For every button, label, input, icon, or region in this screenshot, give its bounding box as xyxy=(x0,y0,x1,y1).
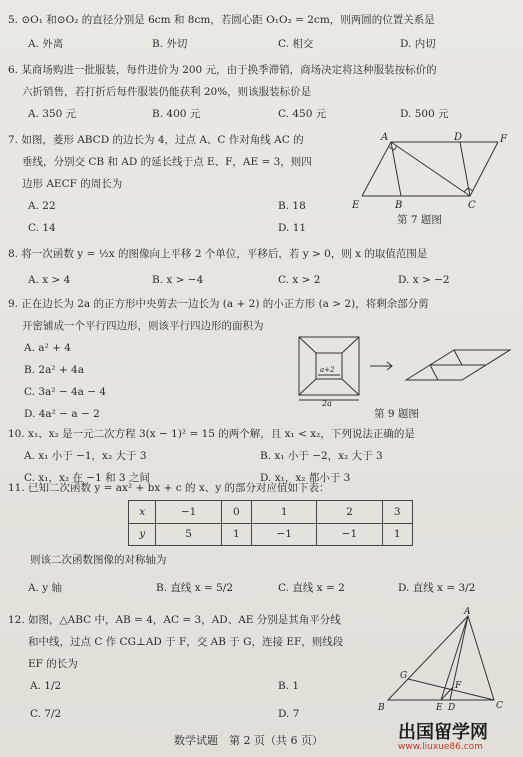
q5-option-a: A. 外离 xyxy=(28,38,64,50)
page-footer: 数学试题 第 2 页（共 6 页） xyxy=(174,734,323,747)
q7-option-c: C. 14 xyxy=(28,222,56,234)
q11-ask: 则该二次函数图像的对称轴为 xyxy=(30,554,167,566)
table-cell: 3 xyxy=(382,501,412,524)
q12-option-c: C. 7/2 xyxy=(30,708,62,720)
table-cell: 1 xyxy=(382,523,412,546)
table-cell: 2 xyxy=(317,501,382,524)
q8-option-d: D. x > −2 xyxy=(398,274,450,286)
cut-line xyxy=(299,337,316,353)
watermark-url: www.liuxue86.com xyxy=(398,742,483,752)
q8-option-a: A. x > 4 xyxy=(28,274,71,286)
q12-option-d: D. 7 xyxy=(278,708,300,720)
q6-option-b: B. 400 元 xyxy=(152,108,201,120)
cut-line xyxy=(299,379,316,395)
table-cell: 1 xyxy=(252,501,317,524)
watermark-site-name: 出国留学网 xyxy=(398,722,488,743)
table-row-y xyxy=(129,523,413,546)
cut-line xyxy=(342,379,359,395)
q9-option-d: D. 4a² − a − 2 xyxy=(24,408,100,420)
q7-option-b: B. 18 xyxy=(278,200,306,212)
q6-line2: 六折销售，若打折后每件服装仍能获利 20%，则该服装标价是 xyxy=(22,86,312,98)
table-cell: −1 xyxy=(156,501,221,524)
q6-option-c: C. 450 元 xyxy=(278,108,327,120)
right-angle-mark-a xyxy=(389,146,397,150)
q12-line3: EF 的长为 xyxy=(28,658,78,670)
label-c: C xyxy=(496,701,503,711)
q10-option-b: B. x₁ 小于 −2，x₂ 大于 3 xyxy=(260,450,383,462)
q12-option-b: B. 1 xyxy=(278,680,300,692)
q6-option-d: D. 500 元 xyxy=(400,108,449,120)
q6-option-a: A. 350 元 xyxy=(28,108,77,120)
label-f: F xyxy=(500,134,507,145)
q11-stem: 11. 已知二次函数 y = ax² + bx + c 的 x、y 的部分对应值如下表： xyxy=(8,482,330,494)
inner-side-label: a+2 xyxy=(320,366,335,374)
q9-option-b: B. 2a² + 4a xyxy=(24,364,84,376)
q11-value-table xyxy=(128,500,413,546)
q7-caption: 第 7 题图 xyxy=(397,214,442,226)
q9-caption: 第 9 题图 xyxy=(374,408,419,420)
q8-stem: 8. 将一次函数 y = ½x 的图像向上平移 2 个单位，平移后，若 y > 0，则 x 的取值范围是 xyxy=(8,248,428,260)
q10-option-a: A. x₁ 小于 −1，x₂ 大于 3 xyxy=(24,450,147,462)
segment-ae xyxy=(362,142,391,196)
table-cell: −1 xyxy=(252,523,317,546)
q8-option-c: C. x > 2 xyxy=(278,274,321,286)
label-c: C xyxy=(468,200,476,211)
q9-option-c: C. 3a² − 4a − 4 xyxy=(24,386,107,398)
label-b: B xyxy=(378,703,385,712)
piece-line xyxy=(430,365,438,380)
label-f: F xyxy=(455,681,462,691)
table-cell: x xyxy=(129,501,156,524)
q12-line1: 12. 如图，△ABC 中，AB = 4，AC = 3，AD、AE 分别是其角平分线 xyxy=(8,614,341,626)
q7-option-a: A. 22 xyxy=(28,200,56,212)
q7-line3: 边形 AECF 的周长为 xyxy=(22,178,123,190)
table-cell: −1 xyxy=(317,523,382,546)
q10-option-d: D. x₁，x₂ 都小于 3 xyxy=(260,472,351,484)
q11-option-a: A. y 轴 xyxy=(28,582,63,594)
segment-fc xyxy=(470,142,498,196)
q5-option-d: D. 内切 xyxy=(400,38,436,50)
q5-stem: 5. ⊙O₁ 和⊙O₂ 的直径分别是 6cm 和 8cm，若圆心距 O₁O₂ = 2cm，则两圆的位置关系是 xyxy=(8,14,435,26)
q8-option-b: B. x > −4 xyxy=(152,274,204,286)
q7-option-d: D. 11 xyxy=(278,222,307,234)
q12-triangle-figure xyxy=(376,606,506,712)
label-b: B xyxy=(395,200,403,211)
q6-line1: 6. 某商场购进一批服装，每件进价为 200 元，由于换季滞销，商场决定将这种服装按标价的 xyxy=(8,64,437,76)
piece-line xyxy=(454,350,462,365)
q9-line1: 9. 正在边长为 2a 的正方形中央剪去一边长为 (a + 2) 的小正方形 (a > 2)，将剩余部分剪 xyxy=(8,298,429,310)
q10-stem: 10. x₁、x₂ 是一元二次方程 3(x − 1)² = 15 的两个解，且 x₁ < x₂，下列说法正确的是 xyxy=(8,428,415,440)
diagonal-ac xyxy=(391,142,470,196)
q9-option-a: A. a² + 4 xyxy=(24,342,71,354)
q11-option-c: C. 直线 x = 2 xyxy=(278,582,345,594)
table-cell: 0 xyxy=(221,501,251,524)
table-row-x xyxy=(129,501,413,524)
q7-line1: 7. 如图，菱形 ABCD 的边长为 4，过点 A、C 作对角线 AC 的 xyxy=(8,134,304,146)
q11-option-d: D. 直线 x = 3/2 xyxy=(398,582,476,594)
q11-option-b: B. 直线 x = 5/2 xyxy=(156,582,234,594)
label-d: D xyxy=(454,132,463,143)
q5-option-c: C. 相交 xyxy=(278,38,314,50)
outer-side-label: 2a xyxy=(322,399,332,406)
label-e: E xyxy=(436,703,443,712)
q10-option-c: C. x₁，x₂ 在 −1 和 3 之间 xyxy=(24,472,150,484)
q7-line2: 垂线，分别交 CB 和 AD 的延长线于点 E、F，AE = 3，则四 xyxy=(22,156,312,168)
label-d: D xyxy=(448,703,456,712)
q5-option-b: B. 外切 xyxy=(152,38,188,50)
table-cell: y xyxy=(129,523,156,546)
q12-option-a: A. 1/2 xyxy=(30,680,62,692)
q7-rhombus-figure xyxy=(348,130,518,212)
label-a: A xyxy=(381,132,389,143)
table-cell: 1 xyxy=(221,523,251,546)
label-e: E xyxy=(352,200,360,211)
table-cell: 5 xyxy=(156,523,221,546)
q12-line2: 和中线，过点 C 作 CG⊥AD 于 F，交 AB 于 G，连接 EF，则线段 xyxy=(28,636,344,648)
label-g: G xyxy=(400,671,408,681)
q9-square-figure xyxy=(296,334,516,406)
label-a: A xyxy=(464,607,471,617)
q9-line2: 开密铺成一个平行四边形，则该平行四边形的面积为 xyxy=(22,320,264,332)
cut-line xyxy=(342,337,359,353)
